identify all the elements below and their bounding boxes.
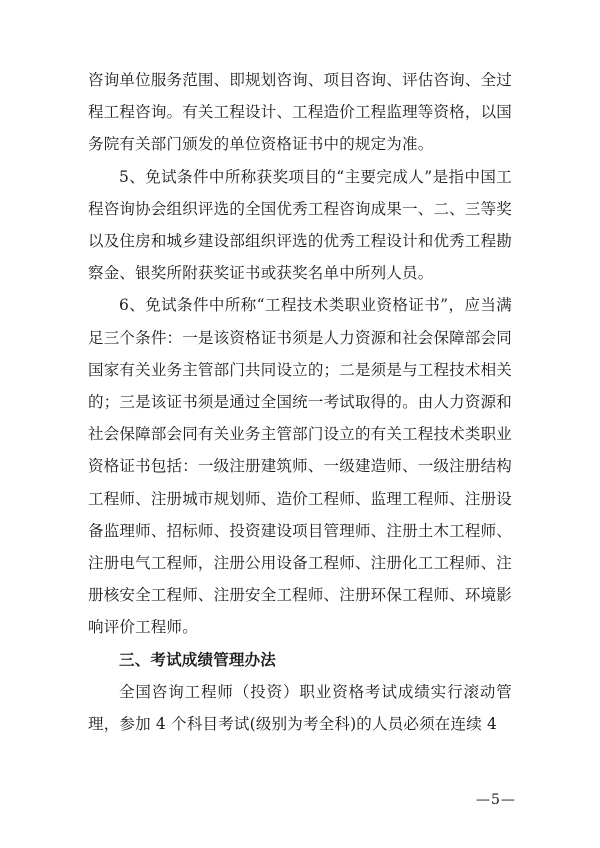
document-body (88, 64, 512, 740)
paragraph-scope-continuation: 咨询单位服务范围、即规划咨询、项目咨询、评估咨询、全过程工程咨询。有关工程设计、工程造价工程监理等资格，以国务院有关部门颁发的单位资格证书中的规定为准。 (88, 71, 512, 154)
page-number: —5— (476, 792, 516, 808)
paragraph-item-6: 6、免试条件中所称“工程技术类职业资格证书”，应当满足三个条件：一是该资格证书须是人力资源和社会保障部会同国家有关业务主管部门共同设立的；二是须是与工程技术相关的；三是该证书须是通过全国统一考试取得的。由人力资源和社会保障部会同有关业务主管部门设立的有关工程技术类职业资格证书包括：一级注册建筑师、一级建造师、一级注册结构工程师、注册城市规划师、造价工程师、监理工程师、注册设备监理师、招标师、投资建设项目管理师、注册土木工程师、注册电气工程师，注册公用设备工程师、注册化工工程师、注册核安全工程师、注册安全工程师、注册环保工程师、环境影响评价工程师。 (88, 296, 512, 637)
section-heading: 三、考试成绩管理办法 (119, 649, 277, 669)
paragraph-item-5: 5、免试条件中所称获奖项目的“主要完成人”是指中国工程咨询协会组织评选的全国优秀工程咨询成果一、二、三等奖以及住房和城乡建设部组织评选的优秀工程设计和优秀工程勘察金、银奖所附获奖证书或获奖名单中所列人员。 (88, 167, 512, 283)
paragraph-score-management: 全国咨询工程师（投资）职业资格考试成绩实行滚动管理，参加 4 个科目考试(级别为考全科)的人员必须在连续 4 (88, 682, 512, 734)
